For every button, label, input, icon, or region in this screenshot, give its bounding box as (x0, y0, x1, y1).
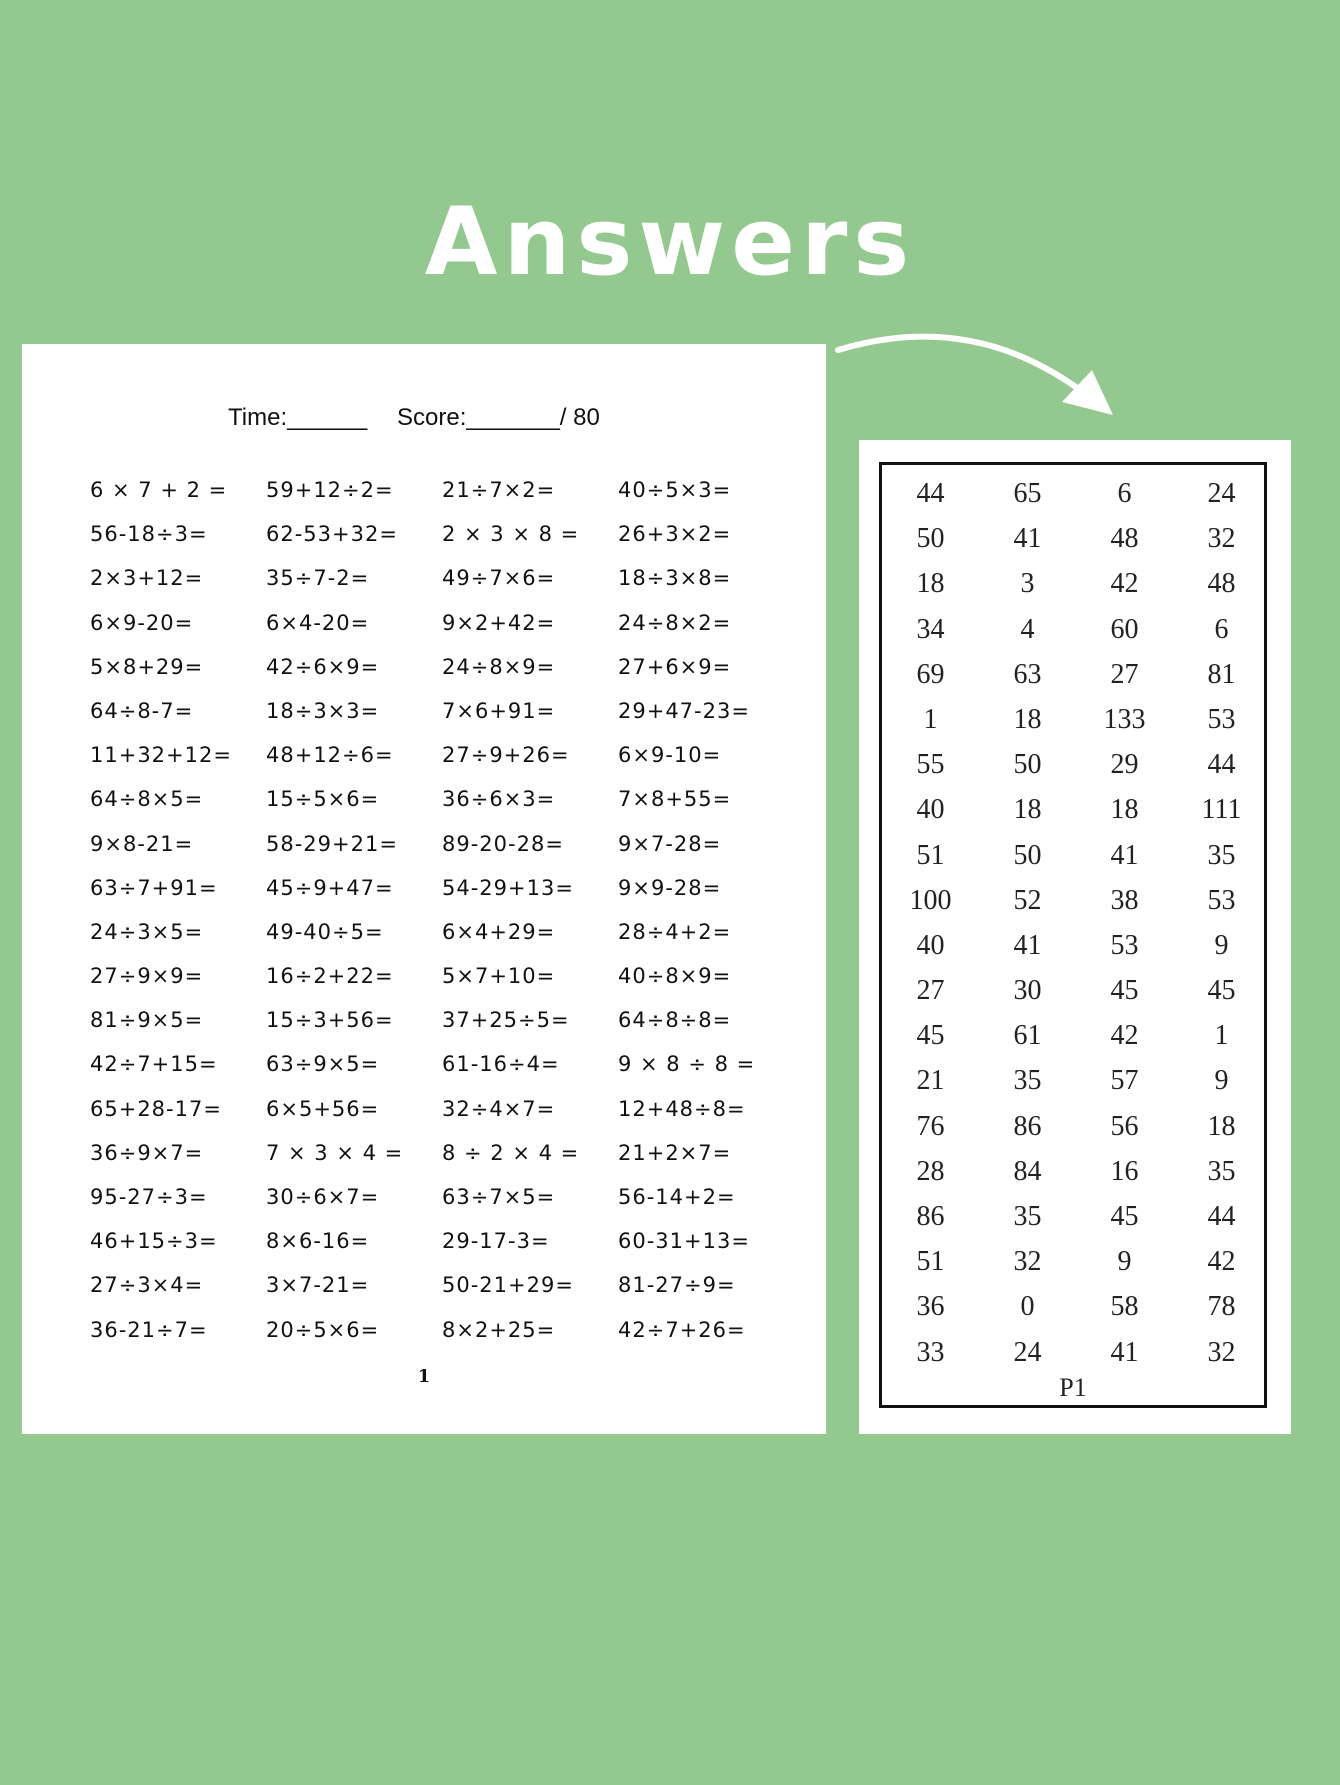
answer-value: 42 (1110, 1020, 1139, 1052)
answer-value: 18 (1110, 794, 1139, 826)
answer-value: 45 (1207, 975, 1236, 1007)
math-problem: 27÷3×4= (90, 1273, 204, 1298)
math-problem: 29+47-23= (618, 698, 750, 723)
answer-value: 36 (916, 1291, 945, 1323)
answer-value: 1 (1214, 1020, 1229, 1052)
math-problem: 7 × 3 × 4 = (266, 1140, 404, 1165)
math-problem: 9×9-28= (618, 875, 722, 900)
answer-value: 30 (1013, 975, 1042, 1007)
answer-value: 32 (1207, 523, 1236, 555)
math-problem: 6×9-20= (90, 610, 194, 635)
answer-value: 27 (1110, 658, 1139, 690)
math-problem: 27+6×9= (618, 654, 732, 679)
math-problem: 29-17-3= (442, 1229, 550, 1254)
math-problem: 32÷4×7= (442, 1096, 556, 1121)
answer-value: 6 (1117, 478, 1132, 509)
answer-value: 9 (1117, 1246, 1132, 1278)
answer-value: 33 (916, 1336, 945, 1368)
answer-value: 34 (916, 613, 945, 645)
math-problem: 5×8+29= (90, 654, 204, 679)
answer-value: 53 (1110, 929, 1139, 961)
answer-value: 6 (1214, 613, 1229, 645)
answer-value: 61 (1013, 1020, 1042, 1052)
answer-value: 111 (1201, 794, 1242, 826)
math-problem: 89-20-28= (442, 831, 564, 856)
answer-value: 3 (1020, 568, 1035, 600)
math-problem: 63÷7×5= (442, 1185, 556, 1209)
math-problem: 49-40÷5= (266, 919, 384, 944)
answer-value: 9 (1214, 1065, 1229, 1097)
math-problem: 42÷6×9= (266, 654, 380, 679)
math-problem: 45÷9+47= (266, 875, 394, 900)
answer-value: 52 (1013, 884, 1042, 916)
math-problem: 56-14+2= (618, 1185, 736, 1209)
answer-sheet (859, 440, 1291, 1434)
answer-value: 9 (1214, 929, 1229, 961)
answer-value: 35 (1013, 1201, 1042, 1232)
answer-value: 84 (1013, 1155, 1042, 1187)
math-problem: 8×2+25= (442, 1317, 556, 1342)
answer-value: 29 (1110, 749, 1139, 781)
math-problem: 42÷7+15= (90, 1052, 218, 1077)
answer-value: 53 (1207, 703, 1236, 735)
math-problem: 37+25÷5= (442, 1008, 570, 1033)
answer-value: 42 (1110, 568, 1139, 600)
answer-value: 58 (1110, 1291, 1139, 1323)
math-problem: 40÷8×9= (618, 964, 732, 989)
math-problem: 95-27÷3= (90, 1185, 208, 1209)
math-problem: 15÷3+56= (266, 1008, 394, 1033)
answer-value: 51 (916, 839, 945, 871)
math-problem: 7×6+91= (442, 698, 556, 723)
answer-value: 48 (1110, 523, 1139, 555)
math-problem: 24÷8×9= (442, 654, 556, 679)
answer-value: 18 (1207, 1110, 1236, 1142)
answer-value: 41 (1110, 1336, 1139, 1368)
math-problem: 5×7+10= (442, 964, 556, 989)
answer-value: 45 (1110, 975, 1139, 1007)
math-problem: 36÷6×3= (442, 787, 556, 812)
math-problem: 9×2+42= (442, 610, 556, 635)
answer-value: 81 (1207, 658, 1236, 690)
answer-value: 0 (1020, 1291, 1035, 1323)
math-problem: 58-29+21= (266, 831, 398, 856)
answer-value: 100 (909, 884, 952, 916)
answer-value: 24 (1207, 478, 1236, 509)
answer-value: 45 (1110, 1201, 1139, 1232)
answer-value: 18 (1013, 794, 1042, 826)
math-problem: 18÷3×3= (266, 698, 380, 723)
math-problem: 6×9-10= (618, 743, 722, 768)
time-field: Time:______ (228, 404, 368, 431)
math-problem: 48+12÷6= (266, 743, 394, 768)
math-problem: 64÷8÷8= (618, 1008, 732, 1033)
math-problem: 2 × 3 × 8 = (442, 522, 580, 547)
answer-value: 4 (1020, 613, 1035, 645)
math-problem: 20÷5×6= (266, 1317, 380, 1342)
math-problem: 7×8+55= (618, 787, 732, 812)
math-problem: 61-16÷4= (442, 1052, 560, 1077)
answer-grid (882, 471, 1264, 1375)
answer-value: 40 (916, 794, 945, 826)
answer-value: 45 (916, 1020, 945, 1052)
answer-value: 28 (916, 1155, 945, 1187)
math-problem: 24÷8×2= (618, 610, 732, 635)
math-problem: 8 ÷ 2 × 4 = (442, 1140, 580, 1165)
answer-value: 86 (916, 1201, 945, 1232)
math-problem: 9×7-28= (618, 831, 722, 856)
math-problem: 42÷7+26= (618, 1317, 746, 1342)
answer-value: 18 (916, 568, 945, 600)
page-number: 1 (417, 1366, 431, 1387)
problem-grid (90, 468, 810, 1352)
math-problem: 54-29+13= (442, 875, 574, 900)
math-problem: 6×4+29= (442, 919, 556, 944)
math-problem: 18÷3×8= (618, 566, 732, 591)
answer-value: 78 (1207, 1291, 1236, 1323)
answer-value: 50 (1013, 839, 1042, 871)
answer-value: 76 (916, 1110, 945, 1142)
answer-value: 1 (923, 703, 938, 735)
answer-value: 35 (1207, 839, 1236, 871)
math-problem: 35÷7-2= (266, 566, 370, 591)
answer-value: 60 (1110, 613, 1139, 645)
math-problem: 36÷9×7= (90, 1140, 204, 1165)
math-problem: 81-27÷9= (618, 1273, 736, 1298)
math-problem: 36-21÷7= (90, 1317, 208, 1342)
answer-value: 63 (1013, 658, 1042, 690)
answer-value: 57 (1110, 1065, 1139, 1097)
math-problem: 24÷3×5= (90, 919, 204, 944)
answer-value: 55 (916, 749, 945, 781)
answer-value: 18 (1013, 703, 1042, 735)
answer-value: 42 (1207, 1246, 1236, 1278)
math-problem: 27÷9+26= (442, 743, 570, 768)
answer-value: 40 (916, 929, 945, 961)
answer-value: 21 (916, 1065, 945, 1097)
math-problem: 6×4-20= (266, 610, 370, 635)
answer-value: 53 (1207, 884, 1236, 916)
math-problem: 21+2×7= (618, 1140, 732, 1165)
math-problem: 21÷7×2= (442, 478, 556, 502)
math-problem: 9×8-21= (90, 831, 194, 856)
math-problem: 6 × 7 + 2 = (90, 478, 228, 502)
answer-value: 50 (916, 523, 945, 555)
answer-value: 35 (1207, 1155, 1236, 1187)
math-problem: 2×3+12= (90, 566, 204, 591)
answer-value: 50 (1013, 749, 1042, 781)
answer-value: 35 (1013, 1065, 1042, 1097)
answer-value: 32 (1207, 1336, 1236, 1368)
math-problem: 81÷9×5= (90, 1008, 204, 1033)
answer-value: 32 (1013, 1246, 1042, 1278)
answer-value: 41 (1013, 929, 1042, 961)
math-problem: 6×5+56= (266, 1096, 380, 1121)
math-problem: 28÷4+2= (618, 919, 732, 944)
math-problem: 30÷6×7= (266, 1185, 380, 1209)
math-problem: 16÷2+22= (266, 964, 394, 989)
math-problem: 49÷7×6= (442, 566, 556, 591)
answer-value: 133 (1103, 703, 1146, 735)
math-problem: 63÷7+91= (90, 875, 218, 900)
math-problem: 27÷9×9= (90, 964, 204, 989)
page-title: Answers (424, 188, 916, 297)
math-problem: 50-21+29= (442, 1273, 574, 1298)
answer-value: 51 (916, 1246, 945, 1278)
answer-value: 38 (1110, 884, 1139, 916)
math-problem: 40÷5×3= (618, 478, 732, 502)
worksheet-page (22, 344, 826, 1434)
math-problem: 56-18÷3= (90, 522, 208, 547)
math-problem: 12+48÷8= (618, 1096, 746, 1121)
answer-value: 41 (1110, 839, 1139, 871)
answer-value: 56 (1110, 1110, 1139, 1142)
worksheet-header (22, 404, 826, 444)
answer-value: 48 (1207, 568, 1236, 600)
math-problem: 59+12÷2= (266, 478, 394, 502)
answer-box (879, 462, 1267, 1408)
math-problem: 64÷8-7= (90, 698, 194, 723)
answer-value: 24 (1013, 1336, 1042, 1368)
answer-value: 69 (916, 658, 945, 690)
answer-value: 27 (916, 975, 945, 1007)
math-problem: 46+15÷3= (90, 1229, 218, 1254)
math-problem: 11+32+12= (90, 743, 232, 768)
math-problem: 9 × 8 ÷ 8 = (618, 1052, 756, 1077)
math-problem: 62-53+32= (266, 522, 398, 547)
answer-value: 65 (1013, 478, 1042, 509)
math-problem: 65+28-17= (90, 1096, 222, 1121)
curved-arrow-icon (830, 320, 1130, 430)
math-problem: 3×7-21= (266, 1273, 370, 1298)
math-problem: 60-31+13= (618, 1229, 750, 1254)
math-problem: 15÷5×6= (266, 787, 380, 812)
math-problem: 26+3×2= (618, 522, 732, 547)
score-field: Score:_______/ 80 (397, 404, 600, 431)
answer-value: 16 (1110, 1155, 1139, 1187)
math-problem: 63÷9×5= (266, 1052, 380, 1077)
answer-value: 44 (916, 478, 945, 509)
answer-value: 41 (1013, 523, 1042, 555)
answer-value: 44 (1207, 1201, 1236, 1232)
answer-page-label: P1 (1059, 1373, 1087, 1402)
answer-value: 44 (1207, 749, 1236, 781)
math-problem: 8×6-16= (266, 1229, 370, 1254)
math-problem: 64÷8×5= (90, 787, 204, 812)
answer-value: 86 (1013, 1110, 1042, 1142)
